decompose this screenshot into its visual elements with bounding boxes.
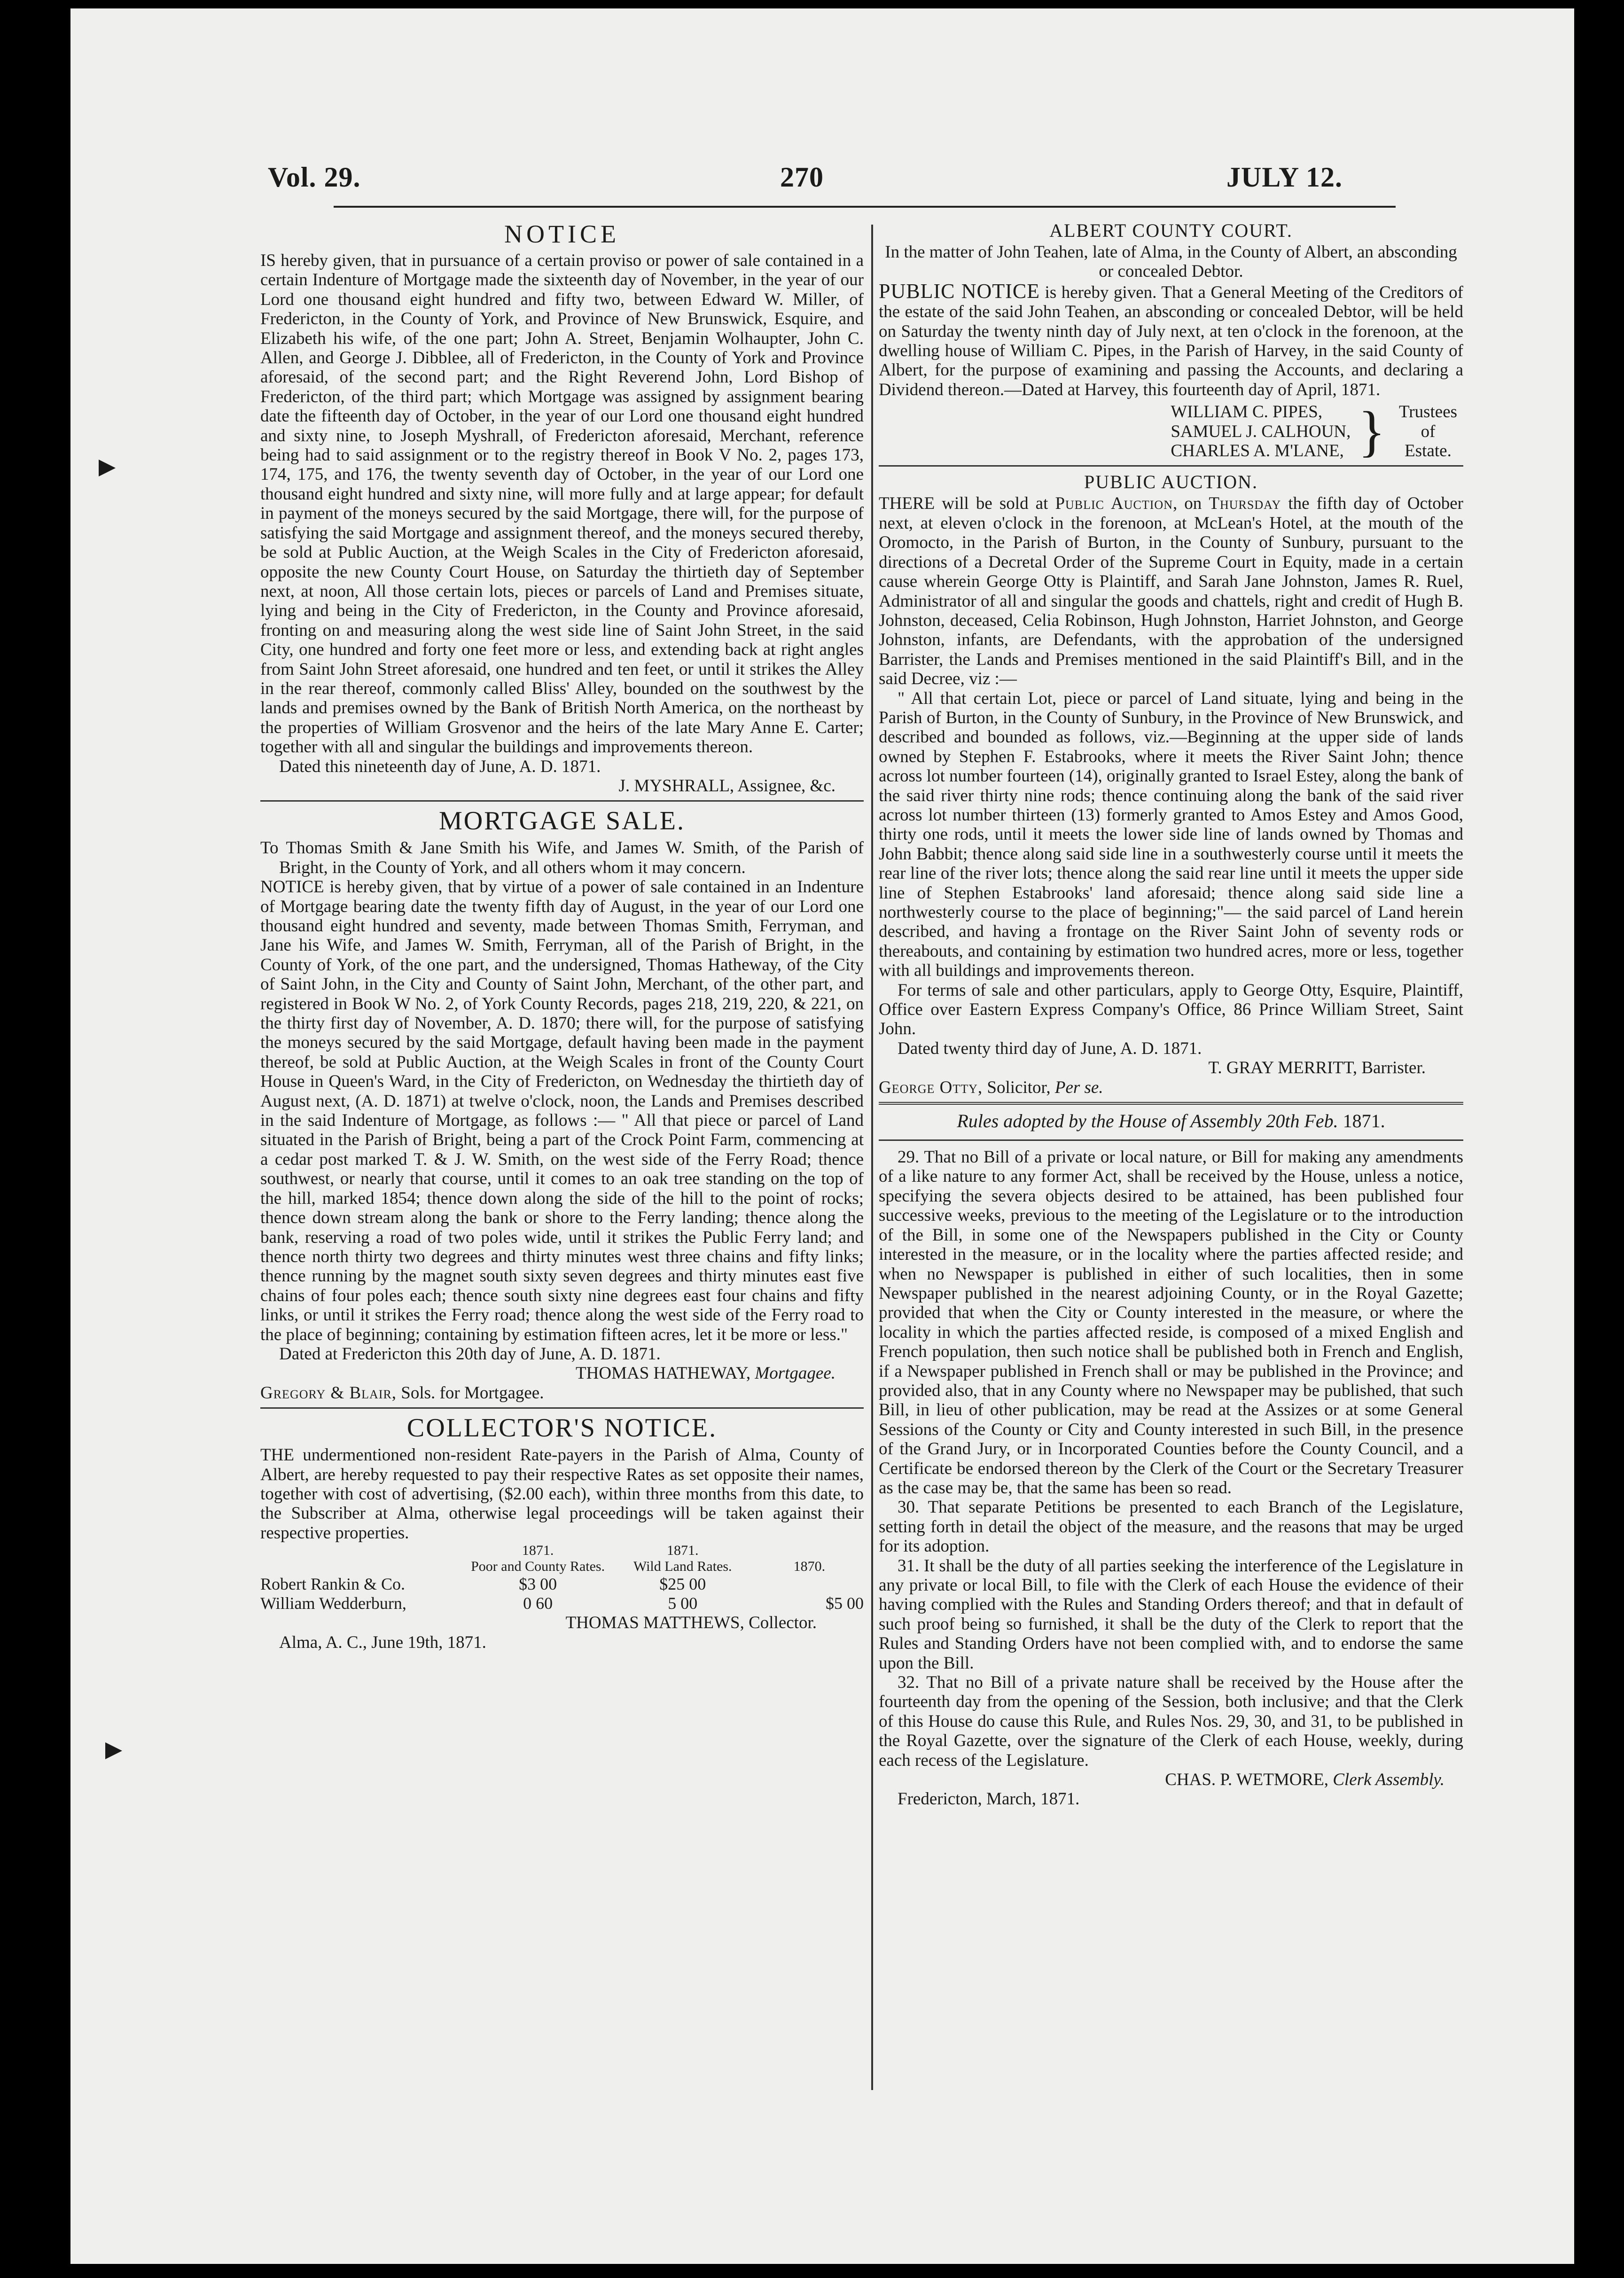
auction-text: the fifth day of October next, at eleven o'clock in the forenoon, at McLean's Hotel, at the mouth of the Oromocto, in the Parish of Burton, in the County of Sunbury, pursuant to the directions of a Decretal Order of the Supreme Court in Equity, made in a certain cause wherein George Otty is Plaintiff, and Sarah Jane Johnston, James R. Ruel, Administrator of all and singular the goods and chattels, right and credit of Hugh B. Johnston, deceased, Celia Robinson, Hugh Johnston, Harriet Johnston, and George Johnston, infants, are Defendants, with the approbation of the undersigned Barrister, the Lands and Premises mentioned in the said Plaintiff's Bill, and in the said Decree, viz :— — [879, 494, 1463, 689]
public-auction-section — [879, 471, 1463, 1097]
notice-section — [260, 220, 864, 796]
collector-dated: Alma, A. C., June 19th, 1871. — [279, 1632, 486, 1652]
column-divider — [871, 225, 873, 2090]
rule-31: 31. It shall be the duty of all parties seeking the interference of the Legislature in any private or local Bill, to file with the Clerk of each House the evidence of their having complied with the Rules and Standing Orders thereof; and that in default of such proof being so furnished, it shall be the duty of the Clerk to report that the Rules and Standing Orders have not been complied with, and to endorse the same upon the Bill. — [879, 1556, 1463, 1673]
trustees-block — [879, 400, 1463, 463]
auction-text: Thursday — [1209, 494, 1281, 514]
rates-table — [260, 1543, 864, 1613]
col3-header: 1870. — [793, 1559, 826, 1575]
auction-text: THERE will be sold at — [879, 494, 1055, 514]
ratepayer-name: Robert Rankin & Co. — [260, 1575, 405, 1594]
trustees-label-line: Estate. — [1405, 441, 1452, 461]
trustees-label-line: Trustees — [1398, 402, 1458, 422]
wild-rate: 5 00 — [668, 1594, 698, 1613]
margin-arrow-icon — [99, 460, 116, 476]
barrister-signature: T. GRAY MERRITT, Barrister. — [1208, 1058, 1426, 1078]
section-rule — [260, 800, 864, 802]
section-rule — [879, 1139, 1463, 1141]
rate-1870: $5 00 — [826, 1594, 864, 1613]
clerk-signature — [879, 1770, 1463, 1789]
auction-body — [879, 494, 1463, 688]
table-row — [260, 1575, 864, 1594]
rule-32: 32. That no Bill of a private nature shall be received by the House after the fourteenth day from the opening of the Session, both inclusive; and that the Clerk of this House do cause this Rule, and Rules Nos. 29, 30, and 31, to be published in the Royal Gazette, over the signature of the Clerk of each House, weekly, during each recess of the Legislature. — [879, 1673, 1463, 1770]
albert-body-text: is hereby given. That a General Meeting of the Creditors of the estate of the said John Teahen, an absconding or concealed Debtor, will be held on Saturday the twenty ninth day of July next, at ten o'clock in the forenoon, at the dwelling house of William C. Pipes, in the Parish of Harvey, in the said County of Albert, for the purpose of examining and passing the Accounts, and declaring a Dividend thereon.—Dated at Harvey, this fourteenth day of April, 1871. — [879, 282, 1463, 399]
trustee-name: SAMUEL J. CALHOUN, — [1171, 421, 1351, 441]
section-rule — [260, 1407, 864, 1409]
auction-text: Public Auction — [1055, 494, 1173, 514]
notice-body: IS hereby given, that in pursuance of a certain proviso or power of sale contained in a certain Indenture of Mortgage made the sixteenth day of November, in the year of our Lord one thousand eight hundred and fifty two, between Edward W. Miller, of Fredericton, in the County of York, and Province of New Brunswick, Esquire, and Elizabeth his wife, of the one part; John A. Street, Benjamin Wolhaupter, John C. Allen, and George J. Dibblee, all of Fredericton, in the County of York and Province aforesaid, of the second part; and the Right Reverend John, Lord Bishop of Fredericton, of the third part; which Mortgage was assigned by assignment bearing date the fifteenth day of October, in the year of our Lord one thousand eight hundred and sixty nine, to Joseph Myshrall, of Fredericton aforesaid, Merchant, reference being had to said assignment or to the registry thereof in Book V No. 2, pages 173, 174, 175, and 176, the twenty seventh day of October, in the year of our Lord one thousand eight hundred and sixty nine, will more fully and at large appear; for default in payment of the moneys secured by the said Mortgage, there will, for the purpose of satisfying the said Mortgage and assignment thereof, and the moneys secured thereby, be sold at Public Auction, at the Weigh Scales in the City of Fredericton aforesaid, opposite the new County Court House, on Saturday the thirtieth day of September next, at noon, All those certain lots, pieces or parcels of Land and Premises situate, lying and being in the City of Fredericton, in the County and Province aforesaid, fronting on and measuring along the west side line of Saint John Street, in the said City, one hundred and forty one feet more or less, and extending back at right angles from Saint John Street aforesaid, one hundred and ten feet, or until it strikes the Alley in the rear thereof, commonly called Bliss' Alley, bounded on the southwest by the lands and premises owned by the Bank of British North America, on the northeast by the properties of William Grosvenor and the heirs of the late Mary Anne E. Carter; together with all and singular the buildings and improvements thereon. — [260, 251, 864, 757]
right-column — [879, 220, 1463, 1809]
left-column — [260, 220, 864, 1652]
rules-title — [879, 1109, 1463, 1133]
albert-court-section — [879, 220, 1463, 463]
albert-body — [879, 281, 1463, 399]
col2-year: 1871. — [667, 1543, 699, 1559]
solicitors-role: Sols. for Mortgagee. — [401, 1383, 544, 1403]
notice-dated: Dated this nineteenth day of June, A. D. 1871. — [279, 757, 601, 776]
col1-year: 1871. — [522, 1543, 554, 1559]
auction-text: , on — [1172, 494, 1209, 514]
trustees-label-line: of — [1421, 421, 1436, 441]
rule-29: 29. That no Bill of a private or local nature, or Bill for making any amendments of a like nature to any former Act, shall be received by the House, unless a notice, specifying the severa objects desired to be attained, has been published four successive weeks, previous to the meeting of the Legislature or to the introduction of the Bill, in some one of the Newspapers published in the City or County interested in the measure, or in the locality where the parties affected reside; and when no Newspaper is published in either of such localities, then in some Newspaper published in the nearest adjoining County, or in the Royal Gazette; provided that when the City or County interested in the measure, or where the locality in which the parties affected reside, is composed of a mixed English and French population, then such notice shall be published both in French and English, if a Newspaper published in French shall or may be published in the Province; and provided also, that in any County where no Newspaper may be published, that such Bill, in lieu of other publication, may be read at the Assizes or at some General Sessions of the County or City and County interested in such Bill, in the presence of the Grand Jury, or in Incorporated Counties before the County Council, and a Certificate be endorsed thereon by the Clerk of the Court or the Secretary Treasurer as the case may be, that the same has been so read. — [879, 1147, 1463, 1498]
auction-dated: Dated twenty third day of June, A. D. 1871. — [898, 1038, 1202, 1058]
mortgagee-role: Mortgagee. — [755, 1364, 835, 1383]
clerk-name: CHAS. P. WETMORE, — [1165, 1770, 1328, 1790]
brace-glyph: } — [1358, 400, 1385, 463]
trustee-name: CHARLES A. M'LANE, — [1171, 441, 1344, 461]
solicitor-name: George Otty, — [879, 1077, 983, 1097]
notice-title: NOTICE — [504, 220, 620, 248]
auction-quote: " All that certain Lot, piece or parcel of Land situate, lying and being in the Parish of Burton, in the County of Sunbury, in the Province of New Brunswick, and described and bounded as follows, viz.—Beginning at the upper side of lands owned by Stephen F. Estabrooks, where it meets the River Saint John; thence across lot number fourteen (14), originally granted to Israel Estey, along the bank of the said river thirty nine rods; thence continuing along the bank of the said river across lot number thirteen (13) formerly granted to Amos Estey and Amos Good, thirty one rods, until it meets the lower side line of lands owned by Thomas and John Babbit; thence along said side line in a southwesterly course until it meets the rear line of the river lots; thence along the said rear line until it meets the upper side line of Stephen Estabrooks' land aforesaid; thence along said side line a northwesterly course to the place of beginning;"— the said parcel of Land herein described, and having a frontage on the River Saint John of seventy rods or thereabouts, and containing by estimation two hundred acres, more or less, together with all buildings and improvements thereon. — [879, 688, 1463, 981]
wild-rate: $25 00 — [659, 1575, 706, 1594]
solicitors-name: Gregory & Blair, — [260, 1383, 397, 1403]
albert-matter: In the matter of John Teahen, late of Alma, in the County of Albert, an absconding or concealed Debtor. — [885, 242, 1457, 281]
col1-header: Poor and County Rates. — [471, 1559, 605, 1575]
mortgage-address: To Thomas Smith & Jane Smith his Wife, and James W. Smith, of the Parish of Bright, in the County of York, and all others whom it may concern. — [260, 838, 864, 877]
auction-terms: For terms of sale and other particulars, apply to George Otty, Esquire, Plaintiff, Office over Eastern Express Company's Office, 86 Prince William Street, Saint John. — [879, 980, 1463, 1039]
rate-1870 — [755, 1575, 864, 1594]
volume-label: Vol. 29. — [268, 162, 361, 193]
page-number: 270 — [780, 162, 824, 193]
mortgagee-name: THOMAS HATHEWAY, — [576, 1364, 751, 1383]
mortgage-signature — [260, 1364, 864, 1383]
notice-signature: J. MYSHRALL, Assignee, &c. — [618, 776, 835, 796]
collector-body: THE undermentioned non-resident Rate-payers in the Parish of Alma, County of Albert, are hereby requested to pay their respective Rates as set opposite their names, together with cost of advertising, ($2.00 each), within three months from this date, to the Subscriber at Alma, otherwise legal proceedings will be taken against their respective properties. — [260, 1445, 864, 1543]
solicitor-role: Solicitor, — [987, 1077, 1051, 1097]
trustee-name: WILLIAM C. PIPES, — [1171, 402, 1323, 422]
header-rule — [334, 206, 1396, 208]
solicitor-per: Per se. — [1054, 1077, 1103, 1097]
collector-notice-section — [260, 1413, 864, 1652]
albert-court-title: ALBERT COUNTY COURT. — [1049, 220, 1293, 241]
section-rule — [879, 1102, 1463, 1105]
col2-header: Wild Land Rates. — [633, 1559, 732, 1575]
rule-30: 30. That separate Petitions be presented to each Branch of the Legislature, setting forth in detail the object of the measure, and the reasons that may be urged for its adoption. — [879, 1498, 1463, 1556]
rules-title-year: 1871. — [1343, 1110, 1385, 1132]
mortgage-dated: Dated at Fredericton this 20th day of June, A. D. 1871. — [279, 1344, 661, 1364]
mortgage-solicitors — [260, 1383, 864, 1403]
mortgage-body: NOTICE is hereby given, that by virtue of a power of sale contained in an Indenture of Mortgage bearing date the twenty fifth day of August, in the year of our Lord one thousand eight hundred and seventy, made between Thomas Smith, Ferryman, and Jane his Wife, and James W. Smith, Ferryman, all of the Parish of Bright, in the County of York, of the one part, and the undersigned, Thomas Hatheway, of the City of Saint John, in the City and County of Saint John, Merchant, of the other part, and registered in Book W No. 2, of York County Records, pages 218, 219, 220, & 221, on the thirty first day of November, A. D. 1870; there will, for the purpose of satisfying the moneys secured by the said Mortgage, default having been made in the payment thereof, be sold at Public Auction, at the Weigh Scales in front of the County Court House in Queen's Ward, in the City of Fredericton, on Wednesday the thirtieth day of August next, (A. D. 1871) at twelve o'clock, noon, the Lands and Premises described in the said Indenture of Mortgage, as follows :— " All that piece or parcel of Land situated in the Parish of Bright, being a part of the Crock Point Farm, commencing at a cedar post marked T. & J. W. Smith, on the west side of the Ferry Road; thence southwest, or nearly that course, until it comes to an oak tree standing on the top of the hill, marked 1854; thence down along the side of the hill to the point of rocks; thence down stream along the bank or shore to the Ferry landing; thence along the bank, reserving a road of two poles wide, until it strikes the Public Ferry land; and thence north thirty two degrees and thirty minutes west three chains and fifty links; thence running by the magnet south sixty seven degrees and thirty minutes east five chains of four poles each; thence south sixty nine degrees east four chains and fifty links, or until it strikes the Ferry road; thence along the west side of the Ferry road to the place of beginning; containing by estimation fifteen acres, let it be more or less." — [260, 877, 864, 1344]
rules-title-text: Rules adopted by the House of Assembly 20th Feb. — [957, 1110, 1338, 1132]
section-rule — [879, 465, 1463, 467]
public-auction-title: PUBLIC AUCTION. — [1084, 471, 1258, 493]
public-notice-lead: PUBLIC NOTICE — [879, 279, 1040, 303]
newspaper-page — [70, 8, 1574, 2264]
collector-signature: THOMAS MATTHEWS, Collector. — [565, 1613, 817, 1633]
rules-section — [879, 1109, 1463, 1809]
poor-rate: 0 60 — [523, 1594, 553, 1613]
margin-arrow-icon — [105, 1742, 122, 1759]
issue-date: JULY 12. — [1226, 162, 1343, 193]
ratepayer-name: William Wedderburn, — [260, 1594, 406, 1613]
table-row — [260, 1594, 864, 1613]
clerk-role: Clerk Assembly. — [1333, 1770, 1444, 1790]
mortgage-sale-section — [260, 806, 864, 1403]
mortgage-sale-title: MORTGAGE SALE. — [439, 806, 685, 836]
trustee-names — [1077, 402, 1351, 460]
poor-rate: $3 00 — [519, 1575, 557, 1594]
trustees-label — [1393, 402, 1463, 460]
rules-dated: Fredericton, March, 1871. — [898, 1789, 1080, 1809]
auction-solicitor — [879, 1078, 1463, 1097]
collector-notice-title: COLLECTOR'S NOTICE. — [406, 1413, 718, 1443]
